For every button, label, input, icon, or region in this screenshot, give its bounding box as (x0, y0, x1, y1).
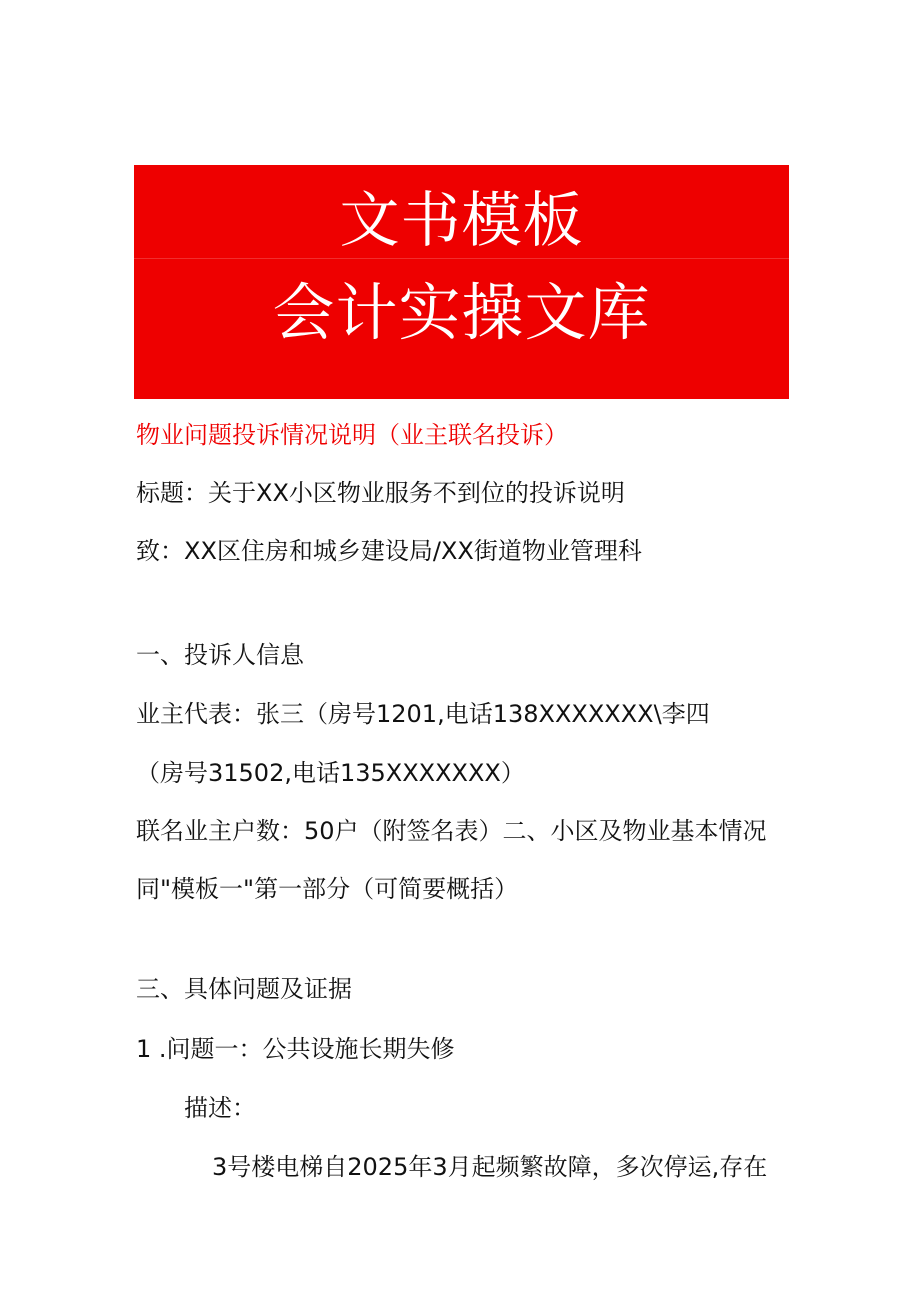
description-label: 描述： (184, 1094, 256, 1122)
representative-line-1: 业主代表：张三（房号1201,电话138XXXXXXX\李四 (136, 700, 710, 728)
representative-line-2: （房号31502,电话135XXXXXXX） (136, 759, 525, 787)
recipient-line: 致：XX区住房和城乡建设局/XX街道物业管理科 (136, 537, 642, 565)
document-heading: 物业问题投诉情况说明（业主联名投诉） (136, 421, 568, 449)
section1-title: 一、投诉人信息 (136, 641, 304, 669)
section3-title: 三、具体问题及证据 (136, 975, 352, 1003)
title-banner (134, 165, 789, 399)
banner-title-line2: 会计实操文库 (272, 276, 651, 349)
description-text: 3号楼电梯自2025年3月起频繁故障，多次停运,存在 (212, 1153, 768, 1181)
title-line: 标题：关于XX小区物业服务不到位的投诉说明 (136, 479, 625, 507)
issue1-title: 1 .问题一：公共设施长期失修 (136, 1035, 455, 1063)
banner-title-line1: 文书模板 (339, 186, 584, 256)
joint-owner-count-line: 联名业主户数：50户（附签名表）二、小区及物业基本情况 (136, 817, 767, 845)
reference-line: 同"模板一"第一部分（可简要概括） (136, 875, 519, 903)
banner-divider (134, 258, 789, 259)
